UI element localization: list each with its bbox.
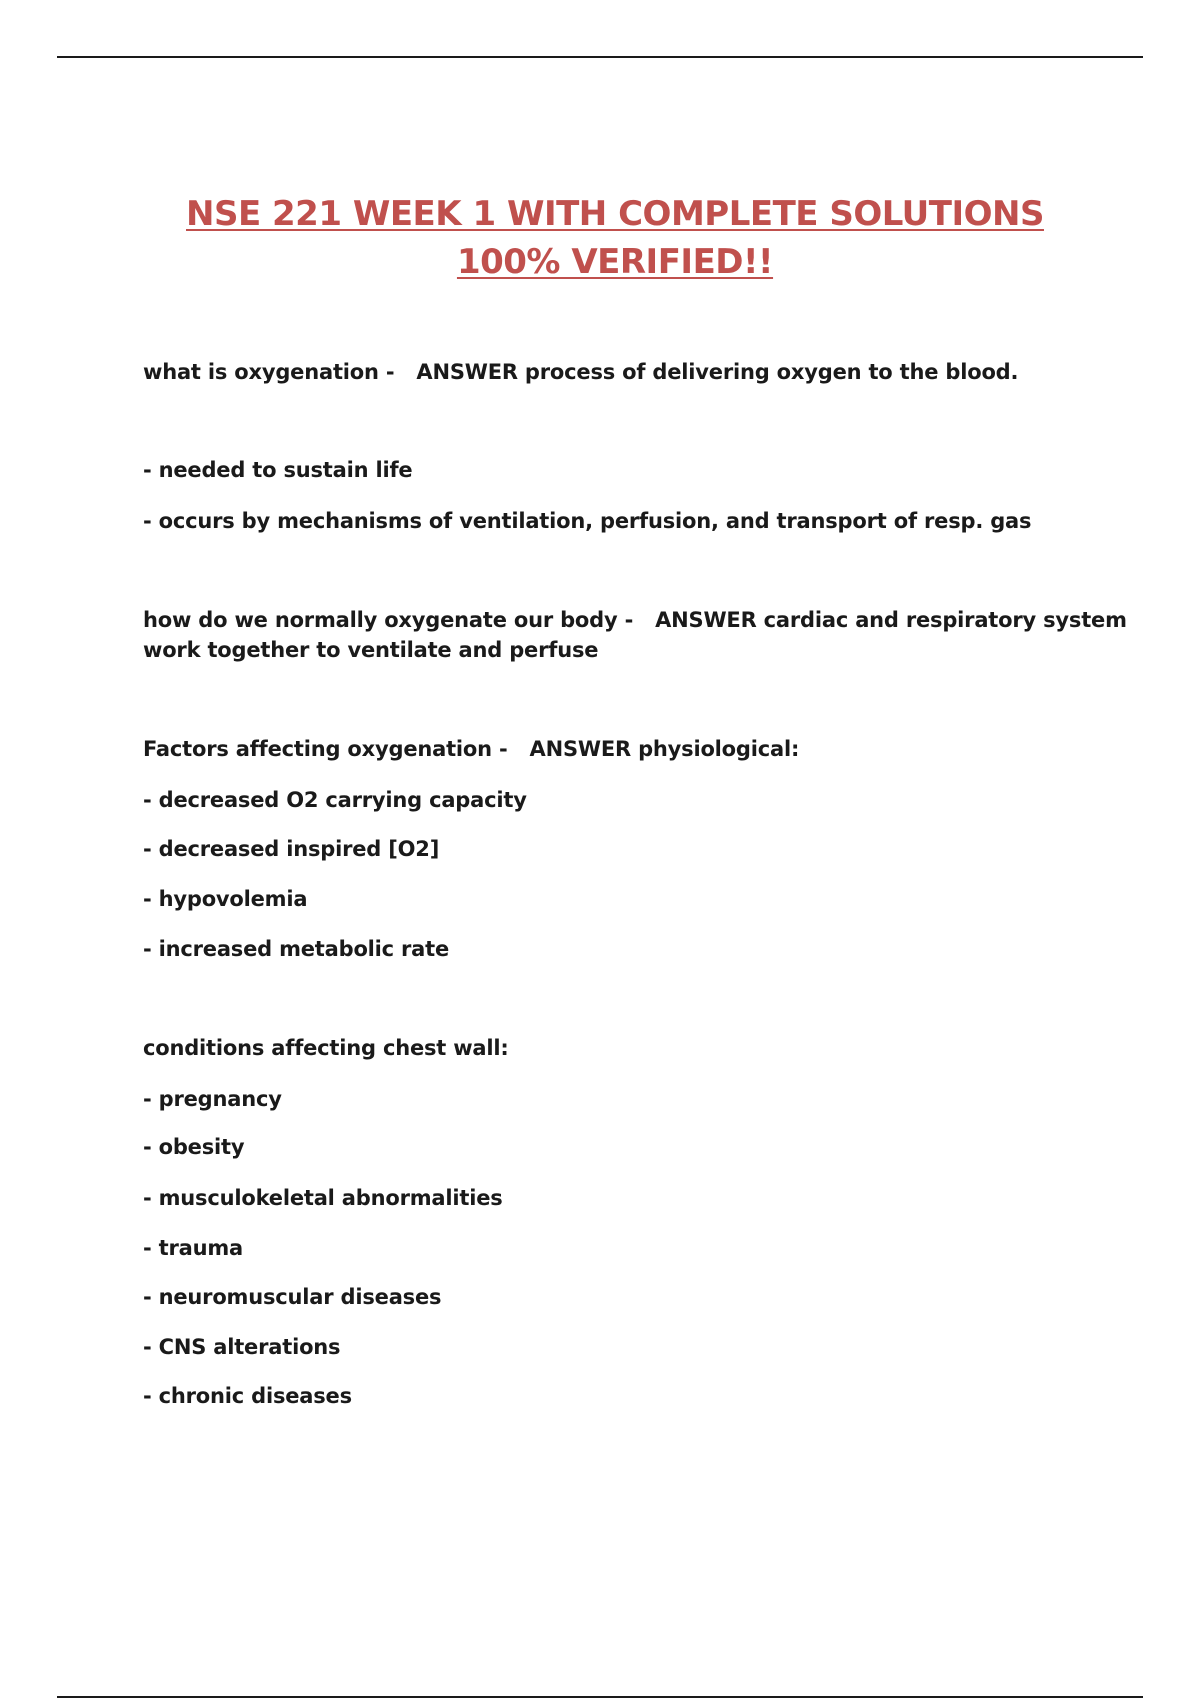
qa-3-answer: ANSWER physiological: xyxy=(529,737,800,761)
chest-wall-bullet-4: - trauma xyxy=(143,1236,243,1260)
qa-1-question: what is oxygenation - xyxy=(143,360,395,384)
chest-wall-bullet-5: - neuromuscular diseases xyxy=(143,1285,442,1309)
chest-wall-heading: conditions affecting chest wall: xyxy=(143,1036,509,1060)
qa-3-bullet-3: - hypovolemia xyxy=(143,887,308,911)
qa-1-bullet-2: - occurs by mechanisms of ventilation, perfusion, and transport of resp. gas xyxy=(143,509,1032,533)
qa-3-bullet-1: - decreased O2 carrying capacity xyxy=(143,788,527,812)
chest-wall-bullet-1: - pregnancy xyxy=(143,1087,282,1111)
chest-wall-bullet-6: - CNS alterations xyxy=(143,1335,341,1359)
qa-1-answer: ANSWER process of delivering oxygen to the blood. xyxy=(416,360,1019,384)
qa-2-line xyxy=(143,605,1127,635)
qa-2-answer: ANSWER cardiac and respiratory system xyxy=(655,608,1127,632)
qa-3-bullet-4: - increased metabolic rate xyxy=(143,937,450,961)
qa-3-bullet-2: - decreased inspired [O2] xyxy=(143,837,440,861)
document-title: NSE 221 WEEK 1 WITH COMPLETE SOLUTIONS 100% VERIFIED!! xyxy=(186,194,1044,282)
chest-wall-bullet-7: - chronic diseases xyxy=(143,1384,352,1408)
qa-2-question: how do we normally oxygenate our body - xyxy=(143,608,634,632)
qa-2-continuation: work together to ventilate and perfuse xyxy=(143,638,599,662)
chest-wall-bullet-2: - obesity xyxy=(143,1135,245,1159)
qa-1-line xyxy=(143,357,1018,387)
top-rule xyxy=(57,56,1143,58)
qa-3-line xyxy=(143,734,799,764)
chest-wall-bullet-3: - musculokeletal abnormalities xyxy=(143,1186,503,1210)
qa-1-bullet-1: - needed to sustain life xyxy=(143,458,413,482)
bottom-rule xyxy=(57,1696,1143,1698)
qa-3-question: Factors affecting oxygenation - xyxy=(143,737,508,761)
